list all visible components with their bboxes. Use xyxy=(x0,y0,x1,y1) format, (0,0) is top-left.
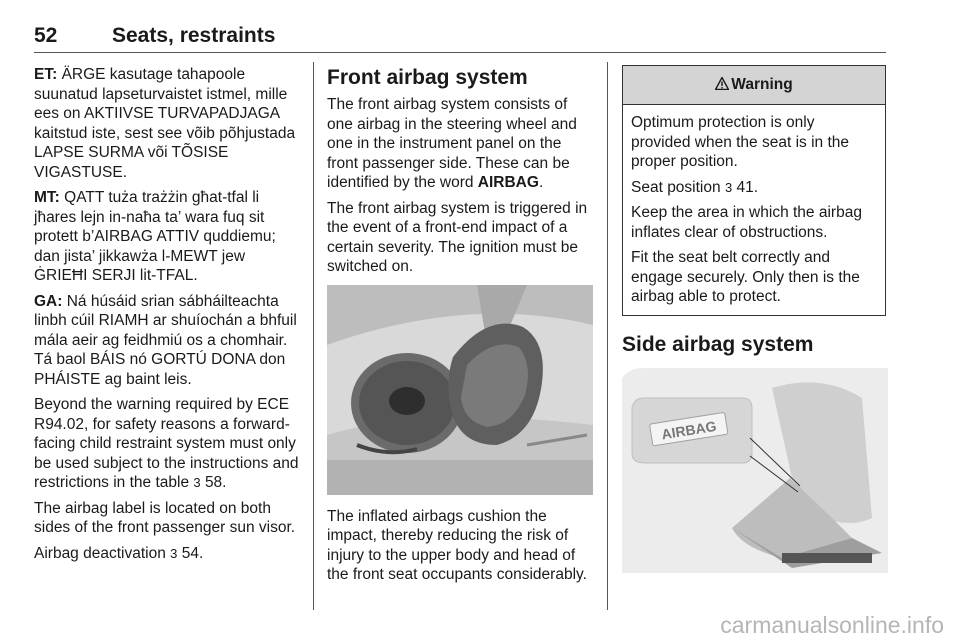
warning-mt-text: QATT tuża trażżin għat-tfal li jħares lejn in-naħa ta’ wara fuq sit protett b’AIRBAG ATTIV quddiemu; dan jista’ jikkawża l-MEWT jew ĠRIEĦI SERJI lit-TFAL. xyxy=(34,189,276,284)
column-3 xyxy=(622,65,886,573)
xref-link-58[interactable]: 58. xyxy=(204,474,227,491)
column-divider xyxy=(313,62,314,610)
warning-ga-text: Ná húsáid srian sábháilteachta linbh cúil RIAMH ar shuíochán a bhfuil mála aeir ag feidhmiú os a chomhair. Tá baol BÁIS nó GORTÚ DONA don PHÁISTE ag baint leis. xyxy=(34,292,297,388)
warning-p2: Seat position 3 41. xyxy=(631,178,759,196)
seat-airbag-image xyxy=(622,368,888,573)
lang-code-mt: MT: xyxy=(34,189,60,206)
airbag-word: AIRBAG xyxy=(477,174,539,191)
xref-link-54[interactable]: 54. xyxy=(181,544,204,562)
warning-p3: Keep the area in which the airbag inflates clear of obstructions. xyxy=(631,204,862,241)
warning-p4: Fit the seat belt correctly and engage securely. Only then is the airbag able to protect. xyxy=(631,249,860,305)
xref-icon: 3 xyxy=(724,179,733,195)
warning-header xyxy=(623,66,885,105)
airbag-seat-label: AIRBAG xyxy=(660,417,718,442)
warning-ga xyxy=(34,292,300,390)
paragraph-front-airbag: The front airbag system consists of one airbag in the steering wheel and one in the instrument panel on the front passenger side. These can be identified by the word AIRBAG. xyxy=(327,96,577,191)
paragraph-deactivation: Airbag deactivation 3 54. xyxy=(34,544,204,562)
paragraph-ece: Beyond the warning required by ECE R94.02, for safety reasons a forward-facing child restraint system must only be used subject to the instructions and restrictions in the table 3 58. xyxy=(34,396,299,491)
paragraph-cushion: The inflated airbags cushion the impact, thereby reducing the risk of injury to the upper body and head of the front seat occupants considerably. xyxy=(327,507,587,583)
warning-body xyxy=(623,105,885,315)
lang-code-ga: GA: xyxy=(34,292,63,310)
column-1 xyxy=(34,65,300,569)
paragraph-trigger: The front airbag system is triggered in the event of a front-end impact of a certain severity. The ignition must be switched on. xyxy=(327,199,588,275)
header-rule xyxy=(34,52,886,53)
warning-triangle-icon xyxy=(715,77,729,90)
watermark: carmanualsonline.info xyxy=(720,612,944,638)
warning-label: Warning xyxy=(731,76,793,93)
page-number: 52 xyxy=(34,24,58,47)
warning-box xyxy=(622,65,886,316)
lang-code-et: ET: xyxy=(34,66,58,83)
warning-p1: Optimum protection is only provided when the seat is in the proper position. xyxy=(631,114,849,170)
xref-icon: 3 xyxy=(193,475,201,490)
side-airbag-title: Side airbag system xyxy=(622,332,814,356)
paragraph-label: The airbag label is located on both sides of the front passenger sun visor. xyxy=(34,499,296,536)
warning-et-text: ÄRGE kasutage tahapoole suunatud lapseturvaistet istmel, mille ees on AKTIIVSE TURVAPADJAGA kaitstud iste, sest see võib põhjustada LAPSE SURMA või TÕSISE VIGASTUSE. xyxy=(34,66,296,181)
column-2 xyxy=(327,65,595,591)
warning-mt xyxy=(34,188,300,286)
xref-icon: 3 xyxy=(170,545,178,561)
warning-et xyxy=(34,65,300,182)
xref-link-41[interactable]: 41. xyxy=(736,178,759,196)
page-header xyxy=(34,24,886,54)
column-divider xyxy=(607,62,608,610)
section-title: Seats, restraints xyxy=(112,24,276,47)
front-airbag-title: Front airbag system xyxy=(327,66,528,89)
inflated-airbags-image xyxy=(327,285,593,495)
